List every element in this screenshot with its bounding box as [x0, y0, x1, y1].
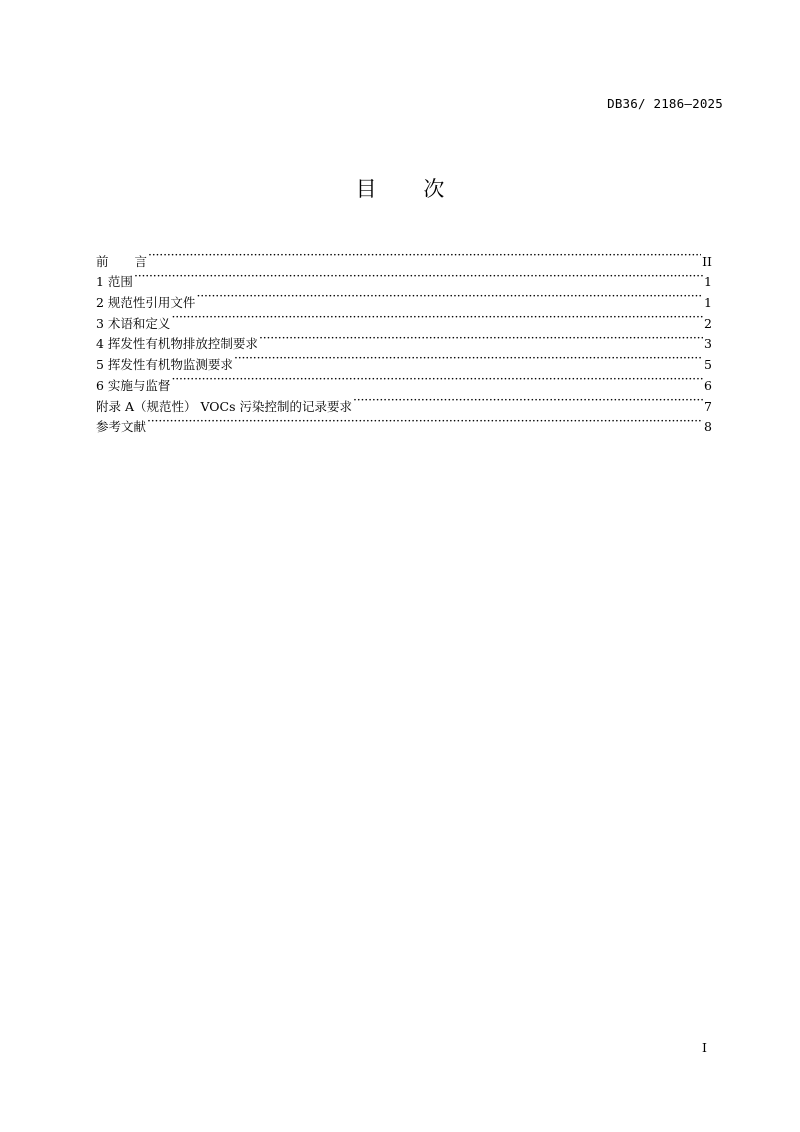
toc-entry-page: 5: [704, 357, 712, 373]
toc-entry-implementation[interactable]: [96, 369, 712, 393]
toc-leader-dots: [353, 390, 703, 411]
toc-leader-dots: [259, 328, 703, 349]
toc-entry-bibliography[interactable]: [96, 411, 712, 435]
toc-entry-page: 6: [704, 377, 712, 393]
page-number: I: [702, 1040, 707, 1055]
toc-entry-foreword[interactable]: [96, 245, 712, 269]
table-of-contents: [96, 245, 712, 435]
toc-leader-dots: [134, 266, 703, 287]
toc-entry-normative-references[interactable]: [96, 286, 712, 311]
toc-entry-page: 8: [704, 419, 712, 435]
toc-leader-dots: [171, 307, 703, 328]
toc-leader-dots: [148, 245, 701, 266]
toc-entry-label: 3 术语和定义: [96, 315, 171, 331]
toc-entry-page: 1: [704, 274, 712, 290]
toc-entry-label: 附录 A（规范性） VOCs 污染控制的记录要求: [96, 398, 352, 414]
toc-entry-label: 1 范围: [96, 274, 133, 290]
toc-entry-terms-definitions[interactable]: [96, 307, 712, 331]
toc-entry-appendix-a[interactable]: [96, 390, 712, 414]
toc-entry-page: II: [702, 253, 712, 269]
toc-entry-page: 1: [704, 295, 712, 311]
toc-entry-label: 2 规范性引用文件: [96, 295, 196, 311]
toc-entry-scope[interactable]: [96, 266, 712, 290]
toc-entry-label: 4 挥发性有机物排放控制要求: [96, 336, 258, 352]
toc-leader-dots: [196, 286, 703, 307]
toc-title: 目 次: [355, 177, 445, 201]
toc-entry-emission-control[interactable]: [96, 328, 712, 352]
toc-entry-label: 前 言: [96, 253, 147, 269]
toc-entry-page: 7: [704, 398, 712, 414]
toc-leader-dots: [147, 411, 703, 432]
document-code: DB36/ 2186—2025: [607, 96, 723, 111]
toc-entry-label: 参考文献: [96, 419, 147, 435]
toc-entry-page: 2: [704, 315, 712, 331]
toc-entry-label: 5 挥发性有机物监测要求: [96, 357, 233, 373]
toc-leader-dots: [234, 348, 703, 369]
toc-entry-label: 6 实施与监督: [96, 377, 171, 393]
toc-leader-dots: [171, 369, 703, 390]
toc-entry-page: 3: [704, 336, 712, 352]
